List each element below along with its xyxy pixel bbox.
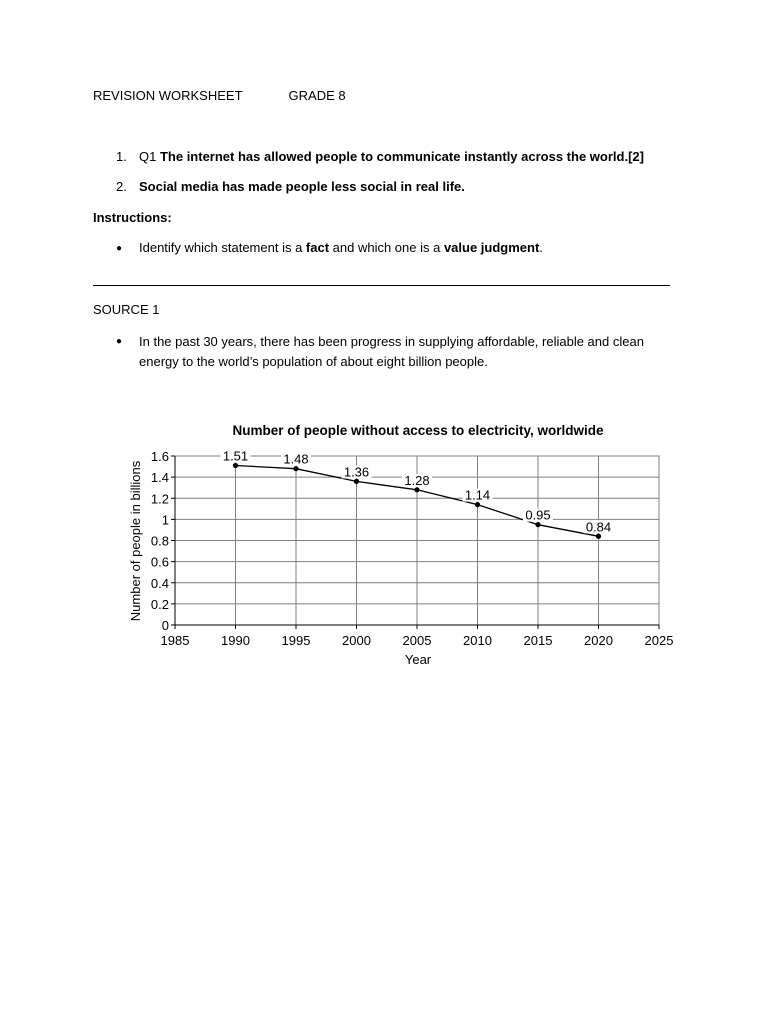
data-label: 1.36	[343, 464, 370, 480]
bullet-icon: ●	[116, 243, 123, 254]
question-text: Social media has made people less social in real life.	[139, 179, 465, 194]
worksheet-title: REVISION WORKSHEET	[93, 88, 243, 103]
question-number: 1.	[116, 149, 127, 164]
instructions-heading: Instructions:	[93, 210, 172, 225]
x-tick-label: 2005	[402, 633, 432, 648]
y-tick-label: 1	[161, 512, 169, 528]
x-tick-label: 2020	[584, 633, 613, 648]
data-label: 1.14	[464, 487, 491, 503]
source-text: In the past 30 years, there has been progress in supplying affordable, reliable and clean energy to the world’s population of about eight billion people.	[139, 334, 644, 369]
y-tick-label: 1.4	[150, 470, 169, 486]
x-tick-label: 1985	[160, 633, 190, 648]
data-point	[535, 522, 540, 527]
data-label: 1.28	[404, 472, 430, 488]
instruction-bullet	[116, 240, 543, 255]
instruction-text: Identify which statement is a	[139, 240, 306, 255]
y-tick-label: 0.6	[150, 554, 169, 570]
x-tick-label: 2010	[463, 633, 492, 648]
x-tick-label: 2015	[523, 633, 553, 648]
x-tick-label: 2000	[342, 633, 371, 648]
data-label: 0.95	[525, 507, 551, 523]
instruction-text-end: .	[539, 240, 543, 255]
instruction-fact: fact	[305, 240, 330, 255]
question-2	[116, 179, 465, 194]
instruction-value-judgment: value judgment	[443, 240, 540, 255]
data-point	[475, 502, 480, 507]
instruction-text-mid: and which one is a	[329, 240, 444, 255]
y-tick-label: 0	[161, 618, 169, 633]
chart-title: Number of people without access to electricity, worldwide	[232, 423, 604, 438]
x-tick-label: 1990	[221, 633, 250, 648]
x-tick-label: 2025	[644, 633, 674, 648]
y-axis-label: Number of people in billions	[128, 460, 143, 622]
x-axis-label: Year	[404, 652, 432, 667]
data-point	[414, 487, 419, 492]
source-heading: SOURCE 1	[93, 302, 160, 317]
question-text: The internet has allowed people to communicate instantly across the world.[2]	[159, 149, 644, 164]
grade-label: GRADE 8	[288, 88, 346, 103]
worksheet-header	[93, 88, 346, 103]
question-number: 2.	[116, 179, 127, 194]
y-tick-label: 0.8	[150, 533, 169, 549]
question-prefix: Q1	[139, 149, 160, 164]
y-tick-label: 0.4	[150, 575, 169, 591]
x-tick-label: 1995	[281, 633, 311, 648]
data-point	[596, 534, 601, 539]
data-label: 0.84	[585, 519, 612, 535]
data-point	[354, 479, 359, 484]
bullet-icon: ●	[116, 336, 123, 347]
question-1	[116, 149, 644, 164]
y-tick-label: 1.2	[150, 491, 169, 507]
data-point	[293, 466, 298, 471]
y-tick-label: 1.6	[150, 449, 169, 464]
source-paragraph	[116, 332, 656, 372]
divider-line	[93, 285, 670, 286]
electricity-access-chart	[0, 400, 768, 680]
y-tick-label: 0.2	[150, 596, 169, 612]
data-label: 1.51	[222, 448, 249, 464]
data-label: 1.48	[283, 451, 309, 467]
data-point	[233, 463, 238, 468]
